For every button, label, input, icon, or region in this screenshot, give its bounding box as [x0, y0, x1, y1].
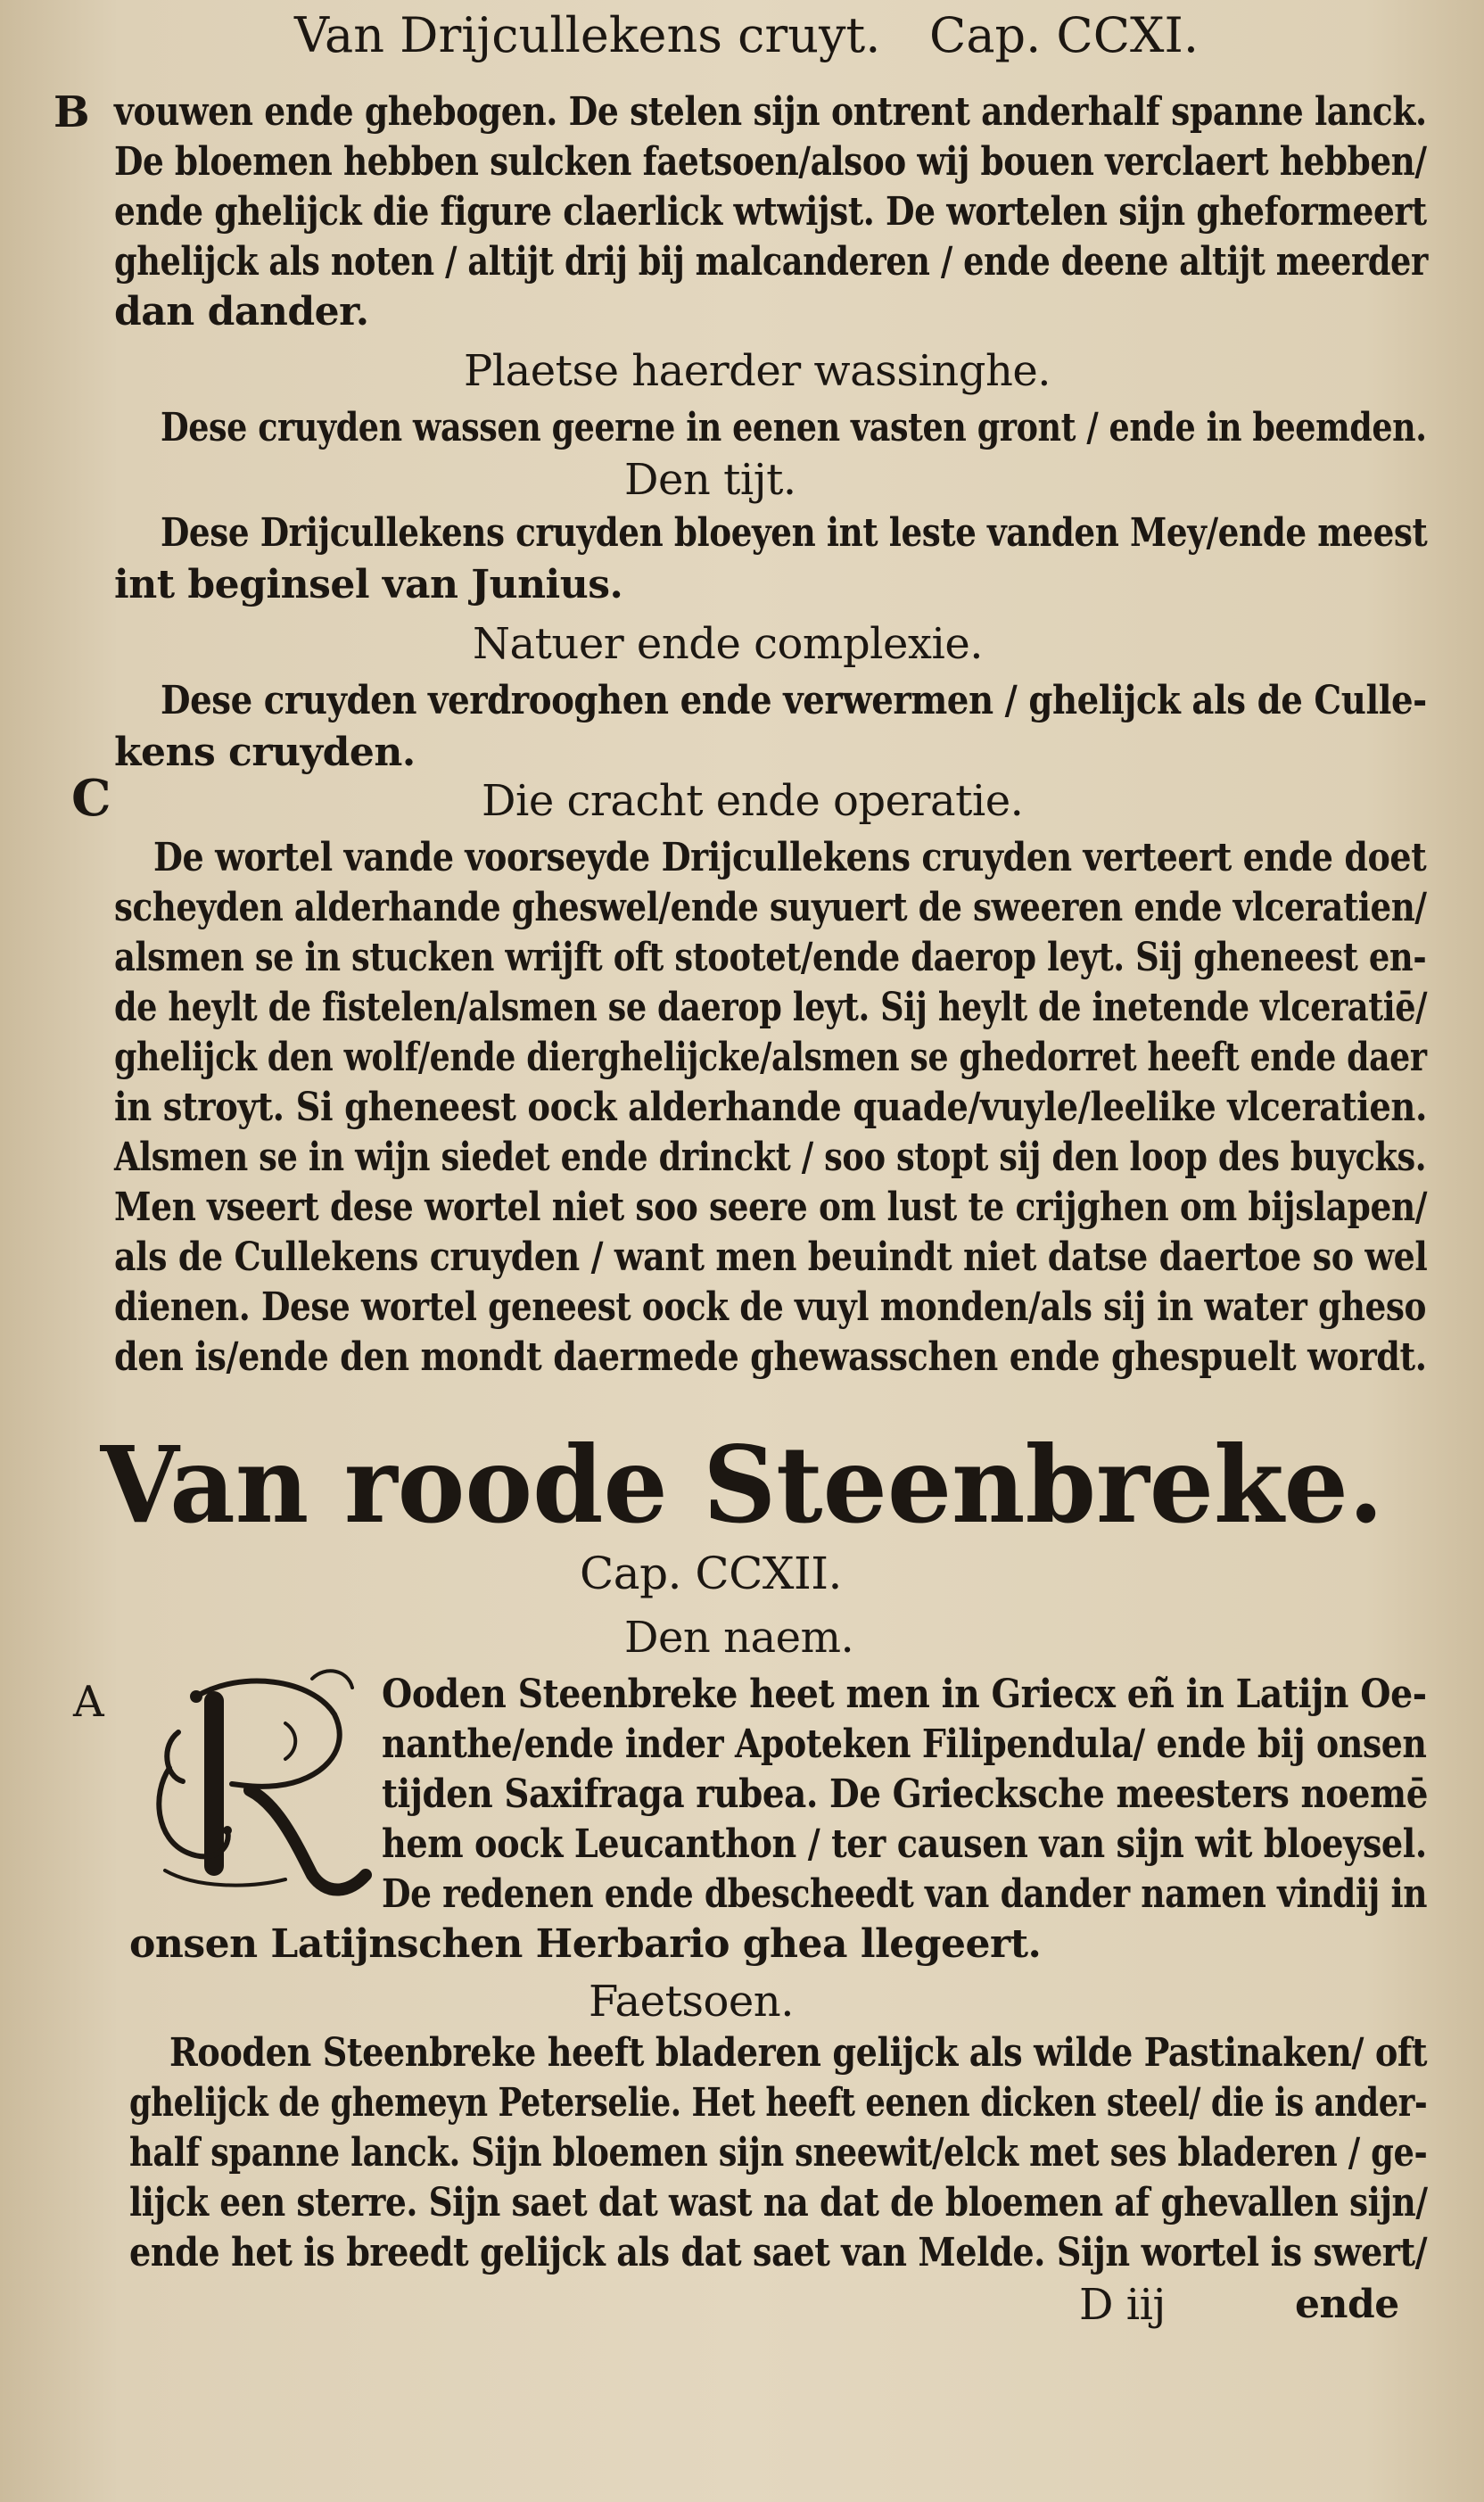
text-line: dan dander.	[114, 289, 369, 334]
running-head-right: Cap. CCXI.	[929, 7, 1199, 63]
margin-letter-c: C	[71, 769, 111, 828]
running-head-left: Van Drijcullekens cruyt.	[294, 7, 881, 63]
signature-mark: D iij	[1079, 2280, 1166, 2330]
text-line: kens cruyden.	[114, 730, 416, 775]
text-line: in stroyt. Si gheneest oock alderhande quade/vuyle/leelike vlceratien.	[114, 1085, 1427, 1130]
text-line: ghelijck als noten / altijt drij bij malcanderen / ende deene altijt meerder	[114, 239, 1428, 285]
text-line: ghelijck den wolf/ende dierghelijcke/alsmen se ghedorret heeft ende daer	[114, 1035, 1427, 1080]
margin-letter-a: A	[73, 1677, 104, 1727]
text-line: Rooden Steenbreke heeft bladeren gelijck als wilde Pastinaken/ oft	[169, 2030, 1428, 2076]
text-line: int beginsel van Junius.	[114, 562, 623, 607]
decorated-initial	[143, 1661, 383, 1902]
text-line: Ooden Steenbreke heet men in Griecx eñ in Latijn Oe-	[382, 1672, 1427, 1717]
text-line: onsen Latijnschen Herbario ghea llegeert.	[129, 1921, 1042, 1967]
section-heading: Die cracht ende operatie.	[482, 776, 1024, 826]
section-heading: Natuer ende complexie.	[473, 619, 984, 669]
text-line: als de Cullekens cruyden / want men beuindt niet datse daertoe so wel	[114, 1234, 1428, 1280]
text-line: De wortel vande voorseyde Drijcullekens cruyden verteert ende doet	[153, 835, 1427, 880]
text-line: half spanne lanck. Sijn bloemen sijn sneewit/elck met ses bladeren / ge-	[129, 2130, 1428, 2176]
section-heading: Plaetse haerder wassinghe.	[464, 346, 1051, 396]
section-heading: Faetsoen.	[589, 1977, 794, 2027]
text-line: alsmen se in stucken wrijft oft stootet/ende daerop leyt. Sij gheneest en-	[114, 935, 1427, 980]
section-heading: Den naem.	[624, 1613, 854, 1663]
text-line: hem oock Leucanthon / ter causen van sijn wit bloeysel.	[382, 1821, 1427, 1867]
text-line: scheyden alderhande gheswel/ende suyuert de sweeren ende vlceratien/	[114, 885, 1427, 930]
text-line: Dese Drijcullekens cruyden bloeyen int leste vanden Mey/ende meest	[161, 510, 1428, 556]
chapter-title: Van roode Steenbreke.	[100, 1423, 1384, 1547]
text-line: Men vseert dese wortel niet soo seere om lust te crijghen om bijslapen/	[114, 1185, 1428, 1230]
chapter-number: Cap. CCXII.	[580, 1548, 842, 1599]
text-line: de heylt de fistelen/alsmen se daerop leyt. Sij heylt de inetende vlceratiē/	[114, 985, 1428, 1030]
text-line: vouwen ende ghebogen. De stelen sijn ontrent anderhalf spanne lanck.	[114, 89, 1427, 135]
text-line: ende het is breedt gelijck als dat saet van Melde. Sijn wortel is swert/	[129, 2230, 1428, 2275]
text-line: ghelijck de ghemeyn Peterselie. Het heeft eenen dicken steel/ die is ander-	[129, 2080, 1428, 2126]
text-line: lijck een sterre. Sijn saet dat wast na dat de bloemen af ghevallen sijn/	[129, 2180, 1428, 2225]
text-line: De bloemen hebben sulcken faetsoen/alsoo wij bouen verclaert hebben/	[114, 139, 1427, 185]
text-line: den is/ende den mondt daermede ghewasschen ende ghespuelt wordt.	[114, 1334, 1427, 1380]
text-line: Alsmen se in wijn siedet ende drinckt / soo stopt sij den loop des buycks.	[114, 1135, 1427, 1180]
text-line: dienen. Dese wortel geneest oock de vuyl monden/als sij in water gheso	[114, 1284, 1427, 1330]
text-line: ende ghelijck die figure claerlick wtwijst. De wortelen sijn gheformeert	[114, 189, 1427, 235]
section-heading: Den tijt.	[624, 455, 796, 505]
catchword: ende	[1295, 2282, 1399, 2327]
text-line: De redenen ende dbescheedt van dander namen vindij in	[382, 1871, 1428, 1917]
margin-letter-b: B	[54, 87, 90, 137]
text-line: Dese cruyden verdrooghen ende verwermen / ghelijck als de Culle-	[161, 678, 1427, 723]
text-line: nanthe/ende inder Apoteken Filipendula/ ende bij onsen	[382, 1722, 1427, 1767]
text-line: Dese cruyden wassen geerne in eenen vasten gront / ende in beemden.	[161, 405, 1427, 450]
text-line: tijden Saxifraga rubea. De Griecksche meesters noemē	[382, 1771, 1428, 1817]
